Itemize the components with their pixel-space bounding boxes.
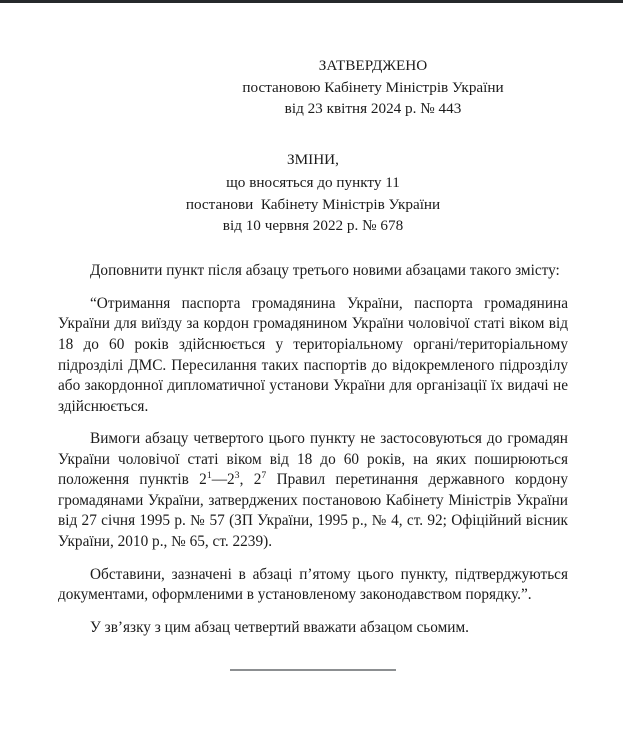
approval-authority: постановою Кабінету Міністрів України [242,78,504,96]
approval-date-number: від 23 квітня 2024 р. № 443 [284,100,462,118]
paragraph-passport-issuance: “Отримання паспорта громадянина України, паспорта громадянина України для виїзду за кордон громадянином України чоловічої статі віком від 18 до 60 років здійснюється у територіальному органі/територіальному підрозділі ДМС. Пересилання таких паспортів до відокремленого підрозділу або закордонної дипломатичної установи України для організації їх видачі не здійснюється. [58,294,572,415]
paragraph-intro: Доповнити пункт після абзацу третього новими абзацами такого змісту: [90,262,560,280]
superscript-one: 1 [206,470,212,482]
approval-block [58,55,568,120]
footer-divider [230,669,396,671]
superscript-seven: 7 [261,470,267,482]
exceptions-text-lead: Вимоги абзацу четвертого цього пункту не застосовуються до громадян України чоловічої статі віком від 18 до 60 років, на яких поширюються положення пунктів 2 [58,430,572,489]
footer-rule-container [58,669,568,671]
superscript-three: 3 [234,470,240,482]
paragraph-exceptions [58,429,572,552]
exceptions-text-tail: Правил перетинання державного кордону громадянами України, затверджених постановою Кабінету Міністрів України від 27 січня 1995 р. № 57 (ЗП України, 1995 р., № 4, ст. 92; Офіційний вісник України, 2010 р., № 65, ст. 2239). [58,471,572,551]
title-authority-line: постанови Кабінету Міністрів України [185,195,441,213]
approval-heading: ЗАТВЕРДЖЕНО [318,57,428,74]
exceptions-range-dash: —2 [211,471,235,489]
paragraph-renumbering: У зв’язку з цим абзац четвертий вважати абзацом сьомим. [90,618,469,636]
paragraph-circumstances: Обставини, зазначені в абзаці п’ятому цього пункту, підтверджуються документами, оформленими в установленому законодавством порядку.”. [58,565,572,604]
document-body [58,261,572,638]
document-title-block [58,149,568,238]
title-subject-line: що вносяться до пункту 11 [226,173,400,191]
page-title: ЗМІНИ, [287,150,339,168]
exceptions-middle-separator: , 2 [239,471,262,489]
document-page [0,3,623,750]
title-date-number-line: від 10 червня 2022 р. № 678 [222,217,404,235]
